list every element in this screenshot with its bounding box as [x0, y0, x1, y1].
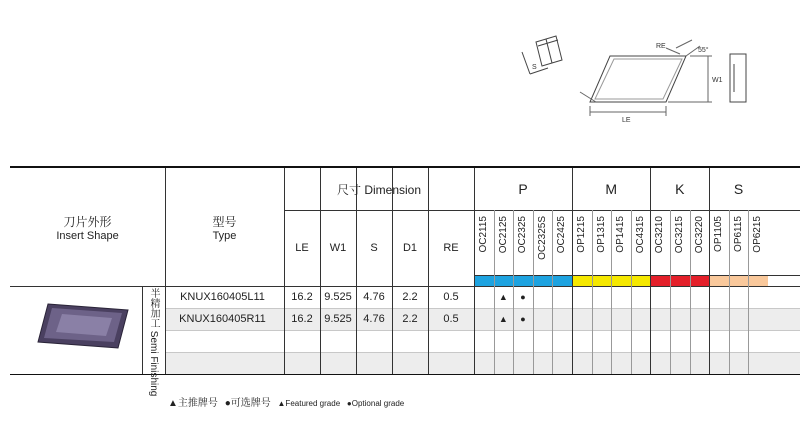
legend-optional-en: ●Optional grade: [346, 399, 405, 408]
table-rule-light: [165, 352, 800, 353]
table-rule-light: [592, 210, 593, 374]
insert-side-view: [522, 36, 562, 74]
insert-shape-header-cn: 刀片外形: [63, 214, 112, 229]
grade-column-oc4315: OC4315: [634, 216, 646, 254]
table-rule-light: [533, 210, 534, 374]
dimension-value-s: 4.76: [363, 291, 385, 303]
table-rule-light: [165, 330, 800, 331]
grade-group-band: [650, 275, 709, 286]
diagram-label-w1: W1: [712, 77, 723, 84]
dimension-value-re: 0.5: [443, 291, 459, 303]
grade-column-oc2325: OC2325: [517, 216, 529, 254]
grade-column-oc3210: OC3210: [654, 216, 666, 254]
legend-featured-cn: ▲主推牌号: [168, 398, 218, 409]
grade-column-oc3220: OC3220: [693, 216, 705, 254]
table-rule: [142, 286, 143, 374]
grade-group-band: [474, 275, 572, 286]
dimension-value-s: 4.76: [363, 313, 385, 325]
type-header: [165, 168, 284, 286]
dimension-value-w1: 9.525: [324, 313, 352, 325]
insert-shape-header-en: Insert Shape: [56, 229, 119, 242]
table-rule-light: [552, 210, 553, 374]
dimension-value-le: 16.2: [291, 313, 313, 325]
diagram-label-s: S: [532, 64, 537, 71]
grade-legend: [168, 394, 408, 409]
grade-column-oc2425: OC2425: [556, 216, 568, 254]
table-rule: [474, 275, 800, 276]
legend-featured-en: ▲Featured grade: [277, 399, 341, 408]
grade-column-op1215: OP1215: [576, 216, 587, 253]
dimension-value-d1: 2.2: [402, 291, 418, 303]
semi-finishing-label: 半精加工 Semi Finishing: [148, 288, 159, 397]
type-header-cn: 型号: [212, 214, 237, 229]
grade-column-op1105: OP1105: [713, 216, 725, 252]
dimension-value-d1: 2.2: [402, 313, 418, 325]
optional-grade-mark: ●: [520, 292, 526, 302]
diagram-label-re: RE: [656, 43, 666, 50]
table-bottom-rule: [10, 374, 800, 375]
grade-column-oc3215: OC3215: [674, 216, 685, 254]
dimension-column-d1: D1: [402, 242, 418, 254]
legend-optional-cn: ●可选牌号: [224, 398, 271, 409]
dimension-column-s: S: [370, 242, 378, 254]
featured-grade-mark: ▲: [498, 314, 508, 324]
insert-photo: [32, 296, 142, 356]
grade-column-op1415: OP1415: [615, 216, 627, 253]
grade-group-m: M: [605, 181, 618, 197]
grade-column-oc2325s: OC2325S: [536, 216, 548, 260]
optional-grade-mark: ●: [520, 314, 526, 324]
featured-grade-mark: ▲: [498, 292, 508, 302]
type-cell: KNUX160405L11: [180, 291, 265, 303]
grade-group-k: K: [675, 181, 685, 197]
dimension-value-re: 0.5: [443, 313, 459, 325]
dimension-column-w1: W1: [329, 242, 347, 254]
grade-column-oc2115: OC2115: [478, 216, 489, 253]
insert-top-view: [580, 40, 712, 116]
table-row-stripe: [165, 352, 800, 374]
insert-end-view: [730, 54, 746, 102]
insert-geometry-diagram: [500, 30, 760, 130]
grade-column-op1315: OP1315: [595, 216, 607, 253]
table-rule-light: [748, 210, 749, 374]
type-header-en: Type: [212, 229, 237, 242]
diagram-label-le: LE: [622, 117, 631, 124]
insert-shape-header: [10, 168, 165, 286]
dimension-value-w1: 9.525: [324, 291, 352, 303]
grade-group-s: S: [733, 181, 744, 197]
grade-group-band: [709, 275, 768, 286]
table-rule-light: [729, 210, 730, 374]
dimension-column-re: RE: [443, 242, 459, 254]
diagram-label-angle: 55°: [698, 47, 709, 54]
table-rule-light: [611, 210, 612, 374]
dimension-column-le: LE: [295, 242, 309, 254]
type-cell: KNUX160405R11: [179, 313, 266, 325]
grade-column-oc2125: OC2125: [497, 216, 509, 254]
grade-group-p: P: [518, 181, 528, 197]
table-rule-light: [631, 210, 632, 374]
dimension-header: 尺寸 Dimension: [336, 182, 422, 197]
dimension-value-le: 16.2: [291, 291, 313, 303]
table-rule-light: [690, 210, 691, 374]
grade-column-op6115: OP6115: [732, 216, 744, 252]
table-rule-light: [670, 210, 671, 374]
grade-column-op6215: OP6215: [752, 216, 764, 253]
